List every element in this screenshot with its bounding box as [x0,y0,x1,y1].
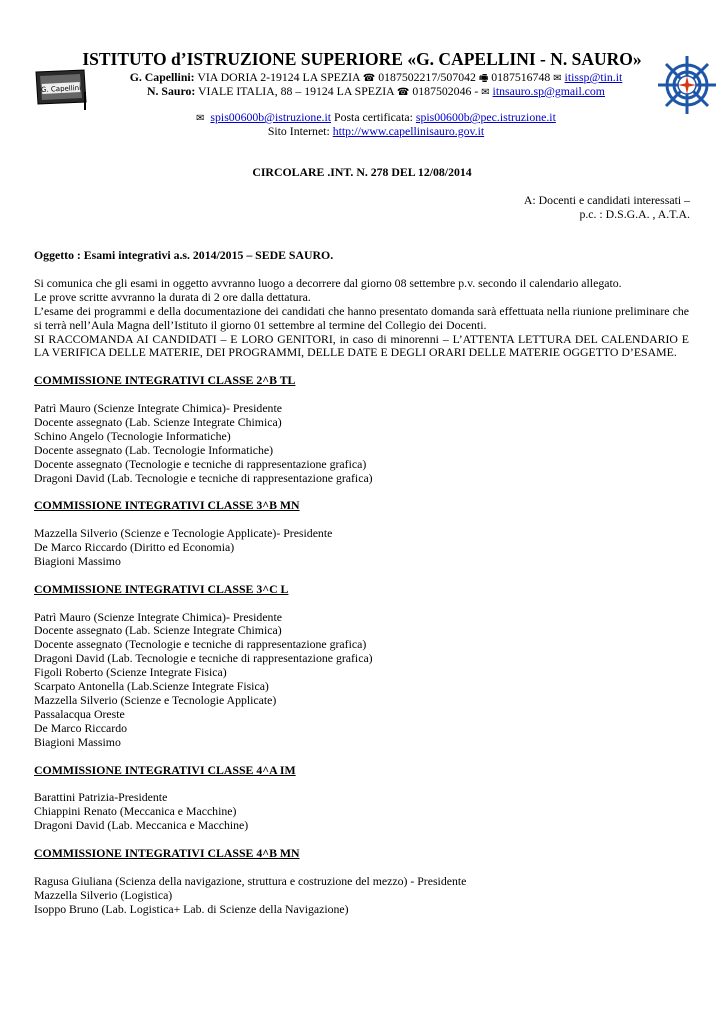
list-item: De Marco Riccardo (Diritto ed Economia) [34,540,235,555]
recipients-cc: p.c. : D.S.G.A. , A.T.A. [579,207,690,221]
commission-title: COMMISSIONE INTEGRATIVI CLASSE 4^A IM [34,762,296,777]
list-item: Figoli Roberto (Scienze Integrate Fisica) [34,665,227,680]
circular-number: CIRCOLARE .INT. N. 278 DEL 12/08/2014 [252,165,472,179]
institutional-email-link[interactable]: spis00600b@istruzione.it [210,110,332,124]
website-line [106,124,646,138]
list-item: Isoppo Bruno (Lab. Logistica+ Lab. di Scienze della Navigazione) [34,901,349,916]
list-item: Biagioni Massimo [34,553,121,568]
list-item: Mazzella Silverio (Scienze e Tecnologie Applicate)- Presidente [34,526,333,541]
list-item: Scarpato Antonella (Lab.Scienze Integrate Fisica) [34,679,269,694]
list-item: Chiappini Renato (Meccanica e Macchine) [34,804,237,819]
list-item: Docente assegnato (Tecnologie e tecniche di rappresentazione grafica) [34,637,367,652]
sauro-phone: 0187502046 - [409,84,482,98]
list-item: Biagioni Massimo [34,734,121,749]
envelope-icon: ✉ [196,113,205,124]
paragraph: L’esame dei programmi e della documentazione dei candidati che hanno presentato domanda sarà effettuata nella riunione preliminare che si terrà nell’Aula Magna dell’Istituto il giorno 01 settembre al termine del Collegio dei Docenti. [34,303,689,332]
document-body [34,249,689,916]
sauro-address: VIALE ITALIA, 88 – 19124 LA SPEZIA [195,84,397,98]
list-item: Mazzella Silverio (Scienze e Tecnologie Applicate) [34,693,277,707]
paragraph: SI RACCOMANDA AI CANDIDATI – E LORO GENITORI, in caso di minorenni – L’ATTENTA LETTURA DEL CALENDARIO E LA VERIFICA DELLE MATERIE, DEI PROGRAMMI, DELLE DATE E DEGLI ORARI DELLE MATERIE OGGETTO D’ESAME. [34,331,689,360]
list-item: Passalacqua Oreste [34,706,125,721]
sauro-email-link[interactable]: itnsauro.sp@gmail.com [492,84,605,98]
commission-4b-mn [34,847,689,917]
institute-title: ISTITUTO d’ISTRUZIONE SUPERIORE «G. CAPELLINI - N. SAURO» [82,49,642,69]
website-link[interactable]: http://www.capellinisauro.gov.it [332,124,485,138]
phone-icon: ☎ [362,73,376,84]
subject-line: Oggetto : Esami integrativi a.s. 2014/2015 – SEDE SAURO. [34,248,334,262]
commission-title: COMMISSIONE INTEGRATIVI CLASSE 3^C L [34,581,289,596]
recipients [524,193,690,221]
capellini-email-link[interactable]: itissp@tin.it [564,70,623,84]
commission-3c-l [34,583,689,750]
list-item: Dragoni David (Lab. Tecnologie e tecniche di rappresentazione grafica) [34,651,373,666]
commission-title: COMMISSIONE INTEGRATIVI CLASSE 2^B TL [34,373,296,388]
pec-email-link[interactable]: spis00600b@pec.istruzione.it [415,110,556,124]
svg-text:G. Capellini: G. Capellini [40,83,82,95]
sauro-label: N. Sauro: [147,84,196,98]
list-item: Barattini Patrizia-Presidente [34,790,168,805]
list-item: Docente assegnato (Lab. Scienze Integrate Chimica) [34,623,282,638]
list-item: Dragoni David (Lab. Tecnologie e tecniche di rappresentazione grafica) [34,470,373,485]
list-item: Patrì Mauro (Scienze Integrate Chimica)- Presidente [34,401,282,416]
recipients-to: A: Docenti e candidati interessati – [523,193,690,207]
envelope-icon: ✉ [553,73,562,84]
list-item: Dragoni David (Lab. Meccanica e Macchine) [34,818,249,833]
phone-icon: ☎ [396,87,410,98]
list-item: Docente assegnato (Lab. Scienze Integrate Chimica) [34,414,282,429]
commission-4a-im [34,764,689,834]
paragraph: Le prove scritte avvranno la durata di 2 ore dalla dettatura. [34,289,311,304]
list-item: Docente assegnato (Lab. Tecnologie Informatiche) [34,442,274,457]
capellini-fax: 0187516748 [488,70,554,84]
pec-label: Posta certificata: [331,110,416,124]
address-line-sauro [106,84,646,100]
list-item: Patrì Mauro (Scienze Integrate Chimica)- Presidente [34,609,282,624]
list-item: Mazzella Silverio (Logistica) [34,887,173,902]
list-item: Schino Angelo (Tecnologie Informatiche) [34,428,231,443]
list-item: De Marco Riccardo [34,720,128,735]
envelope-icon: ✉ [481,87,490,98]
website-label: Sito Internet: [267,124,333,138]
commission-2b-tl [34,374,689,485]
commission-3b-mn [34,499,689,569]
capellini-address: VIA DORIA 2-19124 LA SPEZIA [194,70,363,84]
fax-icon: 🖷 [478,73,489,84]
paragraph: Si comunica che gli esami in oggetto avvranno luogo a decorrere dal giorno 08 settembre p.v. secondo il calendario allegato. [34,275,622,290]
commission-title: COMMISSIONE INTEGRATIVI CLASSE 3^B MN [34,498,300,513]
list-item: Docente assegnato (Tecnologie e tecniche di rappresentazione grafica) [34,456,367,471]
list-item: Ragusa Giuliana (Scienza della navigazione, struttura e costruzione del mezzo) - Presidente [34,873,467,888]
capellini-label: G. Capellini: [129,70,195,84]
commission-title: COMMISSIONE INTEGRATIVI CLASSE 4^B MN [34,845,300,860]
capellini-phone: 0187502217/507042 [375,70,479,84]
intro-paragraphs [34,277,689,360]
